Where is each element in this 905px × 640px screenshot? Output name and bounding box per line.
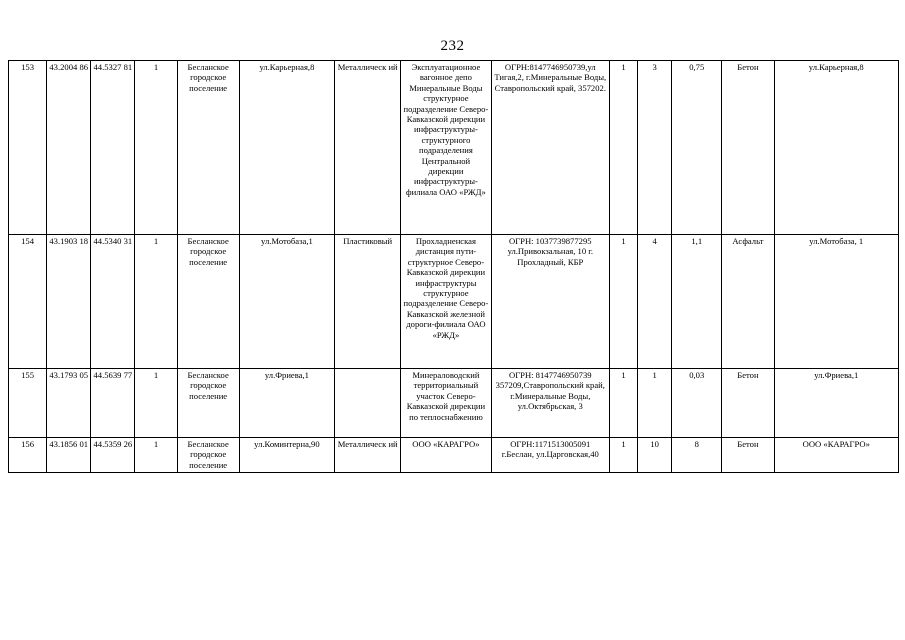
address-cell: ул.Карьерная,8: [239, 61, 334, 235]
table-row: [9, 61, 899, 235]
ogrn-cell: ОГРН: 1037739877295 ул.Привокзальная, 10 г. Прохладный, КБР: [491, 235, 609, 369]
count-1-cell: 1: [609, 369, 637, 438]
row-number-cell: 155: [9, 369, 47, 438]
address-cell: ул.Коминтерна,90: [239, 438, 334, 473]
longitude-cell: 44.5359 26: [91, 438, 135, 473]
material-cell: Металлическ ий: [335, 438, 401, 473]
waste-source-cell: ООО «КАРАГРО»: [774, 438, 899, 473]
material-cell: Пластиковый: [335, 235, 401, 369]
container-count-cell: 1: [135, 235, 177, 369]
material-cell: [335, 369, 401, 438]
waste-source-cell: ул.Мотобаза, 1: [774, 235, 899, 369]
owner-cell: Эксплуатационное вагонное депо Минеральные Воды структурное подразделение Северо-Кавказской дирекции инфраструктуры-структурного подразделения Центральной дирекции инфраструктуры-филиала ОАО «РЖД»: [401, 61, 491, 235]
owner-cell: Минераловодский территориальный участок Северо-Кавказской дирекции по теплоснабжению: [401, 369, 491, 438]
waste-source-cell: ул.Карьерная,8: [774, 61, 899, 235]
latitude-cell: 43.1856 01: [47, 438, 91, 473]
registry-table: [8, 60, 899, 473]
address-cell: ул.Фриева,1: [239, 369, 334, 438]
count-2-cell: 3: [638, 61, 672, 235]
ogrn-cell: ОГРН:8147746950739,ул Тигая,2, г.Минеральные Воды, Ставропольский край, 357202.: [491, 61, 609, 235]
ogrn-cell: ОГРН:1171513005091 г.Беслан, ул.Царговская,40: [491, 438, 609, 473]
surface-cell: Бетон: [722, 438, 774, 473]
page-number: 232: [440, 38, 465, 54]
owner-cell: Прохладненская дистанция пути-структурное Северо-Кавказской дирекции инфраструктуры структурное подразделение Северо-Кавказской железной дороги-филиала ОАО «РЖД»: [401, 235, 491, 369]
table-row: [9, 369, 899, 438]
latitude-cell: 43.1903 18: [47, 235, 91, 369]
count-2-cell: 4: [638, 235, 672, 369]
container-count-cell: 1: [135, 369, 177, 438]
count-2-cell: 10: [638, 438, 672, 473]
longitude-cell: 44.5639 77: [91, 369, 135, 438]
material-cell: Металлическ ий: [335, 61, 401, 235]
settlement-cell: Бесланское городское поселение: [177, 61, 239, 235]
settlement-cell: Бесланское городское поселение: [177, 438, 239, 473]
count-2-cell: 1: [638, 369, 672, 438]
latitude-cell: 43.2004 86: [47, 61, 91, 235]
count-1-cell: 1: [609, 61, 637, 235]
area-cell: 8: [672, 438, 722, 473]
table-row: [9, 438, 899, 473]
longitude-cell: 44.5340 31: [91, 235, 135, 369]
settlement-cell: Бесланское городское поселение: [177, 369, 239, 438]
count-1-cell: 1: [609, 235, 637, 369]
container-count-cell: 1: [135, 61, 177, 235]
container-count-cell: 1: [135, 438, 177, 473]
surface-cell: Бетон: [722, 61, 774, 235]
area-cell: 1,1: [672, 235, 722, 369]
owner-cell: ООО «КАРАГРО»: [401, 438, 491, 473]
waste-source-cell: ул.Фриева,1: [774, 369, 899, 438]
row-number-cell: 156: [9, 438, 47, 473]
surface-cell: Бетон: [722, 369, 774, 438]
latitude-cell: 43.1793 05: [47, 369, 91, 438]
surface-cell: Асфальт: [722, 235, 774, 369]
ogrn-cell: ОГРН: 8147746950739 357209,Ставропольский край, г.Минеральные Воды, ул.Октябрьская, 3: [491, 369, 609, 438]
table-row: [9, 235, 899, 369]
area-cell: 0,75: [672, 61, 722, 235]
address-cell: ул.Мотобаза,1: [239, 235, 334, 369]
longitude-cell: 44.5327 81: [91, 61, 135, 235]
row-number-cell: 153: [9, 61, 47, 235]
area-cell: 0,03: [672, 369, 722, 438]
row-number-cell: 154: [9, 235, 47, 369]
count-1-cell: 1: [609, 438, 637, 473]
settlement-cell: Бесланское городское поселение: [177, 235, 239, 369]
